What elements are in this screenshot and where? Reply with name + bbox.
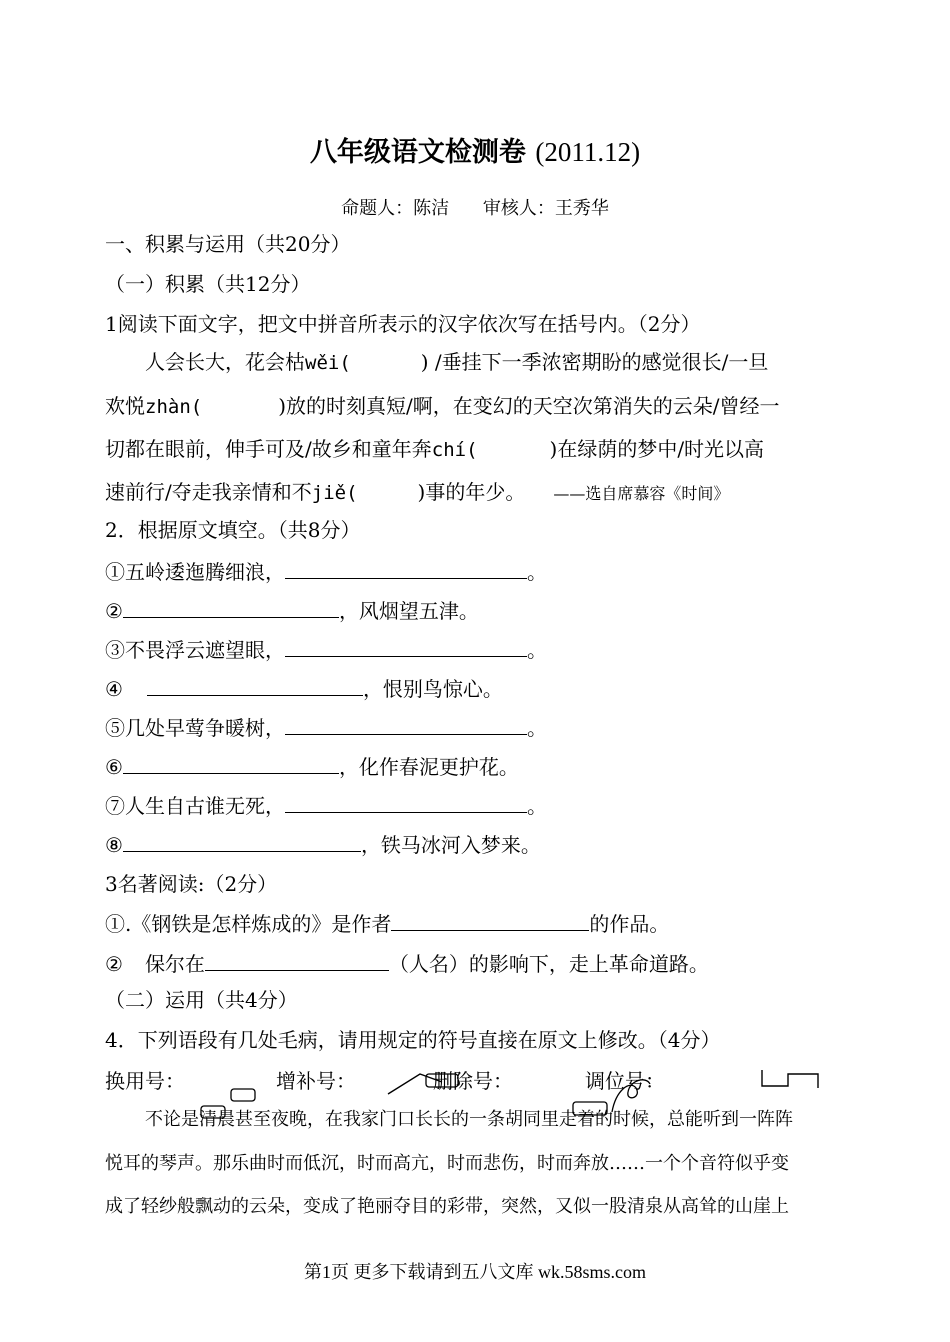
pinyin: jiě( [311,482,358,504]
fill-item: ⑦人生自古谁无死， 。 [105,790,547,820]
subsection-heading: （一）积累（共12分） [105,272,311,296]
answer-blank[interactable] [391,908,589,931]
question-3-prompt: 3名著阅读:（2分） [105,872,278,896]
passage-line: 成了轻纱般飘动的云朵，变成了艳丽夺目的彩带，突然，又似一股清泉从高耸的山崖上 [105,1196,789,1217]
swap-symbol-icon [758,1068,824,1090]
page-footer: 第1页 更多下载请到五八文库 wk.58sms.com [304,1262,646,1282]
fill-item: ①五岭逶迤腾细浪， 。 [105,556,547,586]
subsection-heading: （二）运用（共4分） [105,988,298,1012]
pinyin: wěi( [305,352,351,374]
answer-blank[interactable] [123,829,361,852]
answer-blank[interactable] [123,751,339,774]
fill-item: ⑤几处早莺争暖树， 。 [105,712,547,742]
poem-source: ——选自席慕容《时间》 [553,484,730,503]
answer-blank[interactable] [285,556,527,579]
question-2-prompt: 2．根据原文填空。（共8分） [105,518,361,542]
question-4-prompt: 4．下列语段有几处毛病，请用规定的符号直接在原文上修改。（4分） [105,1028,721,1052]
exam-title-text: 八年级语文检测卷 [309,137,526,168]
poem-line: 速前行/夺走我亲情和不jiě( )事的年少。 ——选自席慕容《时间》 [105,480,730,504]
insert-symbol-icon [382,1068,462,1098]
author-line [0,194,950,220]
question-1-prompt: 1阅读下面文字，把文中拼音所表示的汉字依次写在括号内。（2分） [105,312,701,336]
author: 命题人：陈洁 [341,198,450,219]
reviewer: 审核人：王秀华 [482,198,609,219]
fill-item: ⑧ ，铁马冰河入梦来。 [105,829,541,859]
answer-blank[interactable] [205,948,389,971]
symbol-delete-label: 删除号： [433,1069,513,1093]
poem-line: 切都在眼前，伸手可及/故乡和童年奔chí( )在绿荫的梦中/时光以高 [105,437,765,461]
fill-item: ①.《钢铁是怎样炼成的》是作者 的作品。 [105,908,669,938]
fill-item: ③不畏浮云遮望眼， 。 [105,634,547,664]
answer-blank[interactable] [285,712,527,735]
passage-line: 不论是清晨甚至夜晚，在我家门口长长的一条胡同里走着的时候，总能听到一阵阵 [145,1109,793,1130]
answer-blank[interactable] [285,790,527,813]
pinyin: chí( [431,439,478,461]
poem-line: 欢悦zhàn( )放的时刻真短/啊，在变幻的天空次第消失的云朵/曾经一 [105,394,780,418]
exam-title-date: (2011.12) [535,137,641,167]
section-heading: 一、积累与运用（共20分） [105,232,351,256]
answer-blank[interactable] [123,595,339,618]
symbol-replace-label: 换用号： [105,1069,185,1093]
exam-title [0,130,950,169]
answer-blank[interactable] [285,634,527,657]
passage-line: 悦耳的琴声。那乐曲时而低沉，时而高亢，时而悲伤，时而奔放……一个个音符似乎变 [105,1153,789,1174]
answer-blank[interactable] [147,673,363,696]
fill-item: ② ，风烟望五津。 [105,595,479,625]
pinyin: zhàn( [145,396,203,418]
fill-item: ⑥ ，化作春泥更护花。 [105,751,519,781]
symbol-add-label: 增补号： [276,1069,356,1093]
fill-item: ② 保尔在 （人名）的影响下，走上革命道路。 [105,948,709,978]
poem-line: 人会长大，花会枯wěi( ) /垂挂下一季浓密期盼的感觉很长/一旦 [145,350,769,374]
symbol-swap-label: 调位号： [585,1069,665,1093]
fill-item: ④ ，恨别鸟惊心。 [105,673,503,703]
